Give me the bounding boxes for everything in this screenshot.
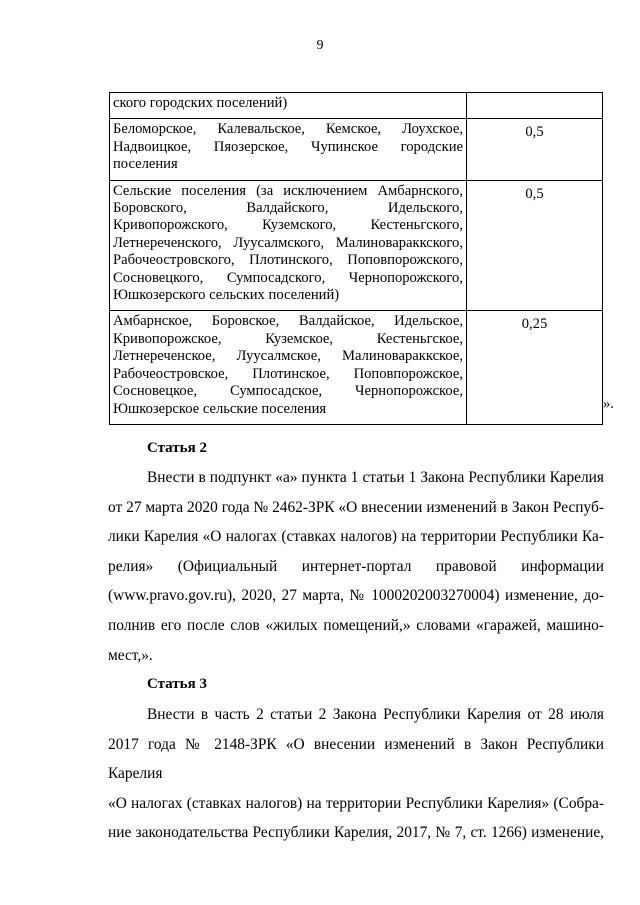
rate-cell	[467, 180, 603, 311]
rate-value: 0,5	[525, 124, 544, 141]
rate-value	[470, 95, 599, 98]
article-2-heading: Статья 2	[147, 440, 207, 456]
settlement-cell: ского городских поселений)	[110, 93, 467, 119]
tax-rate-table	[109, 92, 603, 425]
article-3-heading: Статья 3	[147, 676, 207, 692]
text-line: (www.pravo.gov.ru), 2020, 27 марта, № 1000202003270004) изменение, до-	[108, 587, 604, 605]
settlement-cell: Сельские поселения (за исключением Амбарнского, Боровского, Валдайского, Идельского, Кривопорожского, Куземского, Кестеньгского, Летнереченского, Луусалмского, Малиновараккского, Рабочеостровского, Плотинского, Поповпорожского, Сосновецкого, Сумпосадского, Чернопорожского, Юшкозерского сельских поселений)	[110, 180, 467, 311]
text-line: 2017 года № 2148-ЗРК «О внесении изменений в Закон Республики Карелия	[108, 735, 604, 783]
text-line: мест,».	[108, 646, 153, 664]
text-line: Внести в подпункт «а» пункта 1 статьи 1 Закона Республики Карелия	[147, 469, 604, 486]
table-row	[110, 93, 603, 119]
text-line: «О налогах (ставках налогов) на территории Республики Карелия» (Собра-	[108, 794, 604, 812]
table-row	[110, 119, 603, 180]
article-3-text	[108, 700, 604, 848]
text-line: от 27 марта 2020 года № 2462-ЗРК «О внесении изменений в Закон Респуб-	[108, 498, 604, 516]
settlement-cell: Беломорское, Калевальское, Кемское, Лоухское, Надвоицкое, Пяозерское, Чупинское городские поселения	[110, 119, 467, 180]
settlement-cell: Амбарнское, Боровское, Валдайское, Идельское, Кривопорожское, Куземское, Кестеньгское, Летнереченское, Луусалмское, Малиновараккское, Рабочеостровское, Плотинское, Поповпорожское, Сосновецкое, Сумпосадское, Чернопорожское, Юшкозерское сельские поселения	[110, 311, 467, 424]
text-line: полнив его после слов «жилых помещений,» словами «гаражей, машино-	[108, 616, 604, 634]
rate-cell	[467, 119, 603, 180]
rate-value: 0,5	[525, 185, 544, 202]
table-row	[110, 311, 603, 424]
closing-quote: ».	[603, 396, 614, 412]
page-number: 9	[316, 38, 324, 53]
table-row	[110, 180, 603, 311]
text-line: лики Карелия «О налогах (ставках налогов) на территории Республики Ка-	[108, 528, 604, 546]
text-line: ние законодательства Республики Карелия, 2017, № 7, ст. 1266) изменение,	[108, 824, 604, 842]
rate-value: 0,25	[521, 316, 548, 333]
rate-cell	[467, 93, 603, 119]
article-2-text	[108, 463, 604, 670]
rate-cell	[467, 311, 603, 424]
text-line: релия» (Официальный интернет-портал правовой информации	[108, 557, 604, 575]
text-line: Внести в часть 2 статьи 2 Закона Республики Карелия от 28 июля	[147, 706, 604, 723]
